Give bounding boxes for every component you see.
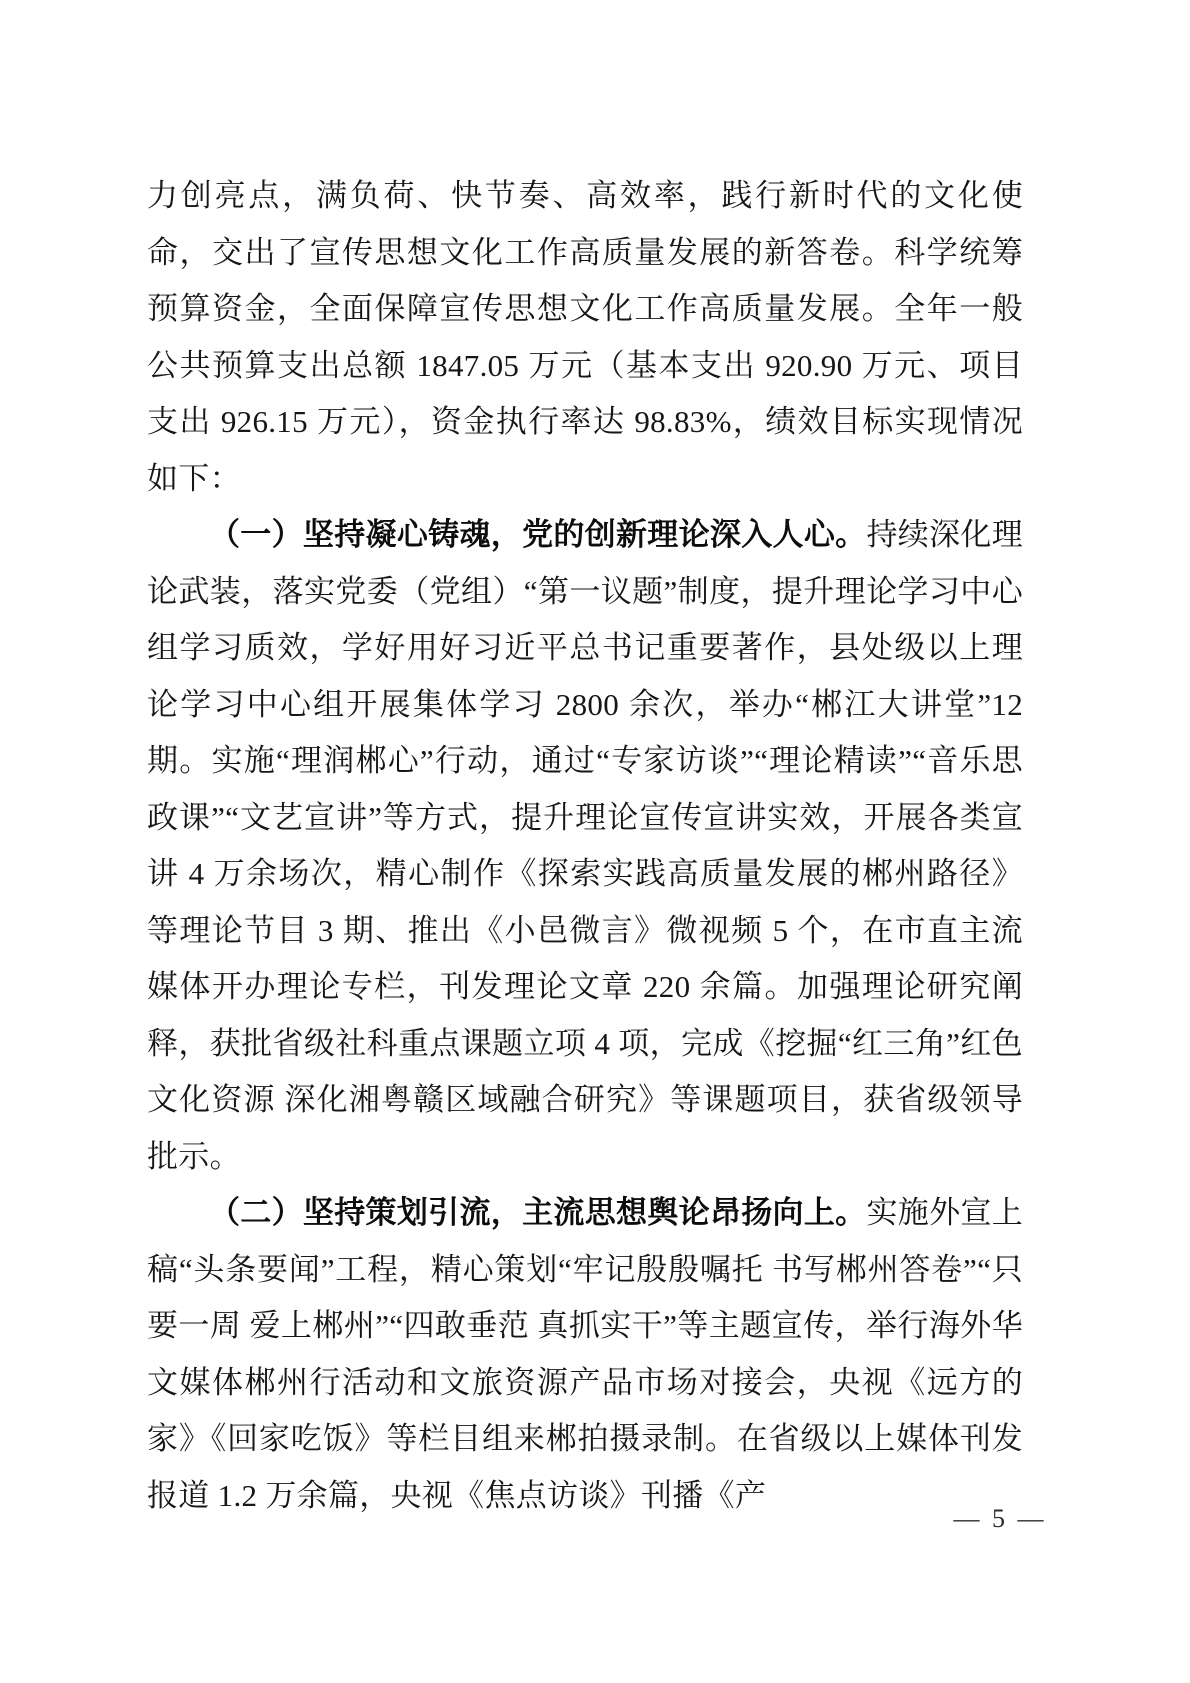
document-text-block (147, 168, 1023, 1524)
paragraph-body: 持续深化理论武装，落实党委（党组）“第一议题”制度，提升理论学习中心组学习质效，学好用好习近平总书记重要著作，县处级以上理论学习中心组开展集体学习 2800 余次，举办“郴江大讲堂”12 期。实施“理润郴心”行动，通过“专家访谈”“理论精读”“音乐思政课”“文艺宣讲”等方式，提升理论宣传宣讲实效，开展各类宣讲 4 万余场次，精心制作《探索实践高质量发展的郴州路径》等理论节目 3 期、推出《小邑微言》微视频 5 个，在市直主流媒体开办理论专栏，刊发理论文章 220 余篇。加强理论研究阐释，获批省级社科重点课题立项 4 项，完成《挖掘“红三角”红色文化资源 深化湘粤赣区域融合研究》等课题项目，获省级领导批示。 (147, 517, 1023, 1174)
section-1-heading: （一）坚持凝心铸魂，党的创新理论深入人心。 (209, 517, 867, 552)
paragraph-body: 力创亮点，满负荷、快节奏、高效率，践行新时代的文化使命，交出了宣传思想文化工作高质量发展的新答卷。科学统筹预算资金，全面保障宣传思想文化工作高质量发展。全年一般公共预算支出总额 1847.05 万元（基本支出 920.90 万元、项目支出 926.15 万元），资金执行率达 98.83%，绩效目标实现情况如下： (147, 178, 1023, 496)
section-2-heading: （二）坚持策划引流，主流思想舆论昂扬向上。 (209, 1195, 867, 1230)
paragraph-body: 实施外宣上稿“头条要闻”工程，精心策划“牢记殷殷嘱托 书写郴州答卷”“只要一周 爱上郴州”“四敢垂范 真抓实干”等主题宣传，举行海外华文媒体郴州行活动和文旅资源产品市场对接会，央视《远方的家》《回家吃饭》等栏目组来郴拍摄录制。在省级以上媒体刊发报道 1.2 万余篇，央视《焦点访谈》刊播《产 (147, 1195, 1023, 1513)
page-number: — 5 — (953, 1504, 1047, 1533)
section-1-paragraph (147, 507, 1023, 1185)
section-2-paragraph (147, 1185, 1023, 1524)
continuation-paragraph (147, 168, 1023, 507)
